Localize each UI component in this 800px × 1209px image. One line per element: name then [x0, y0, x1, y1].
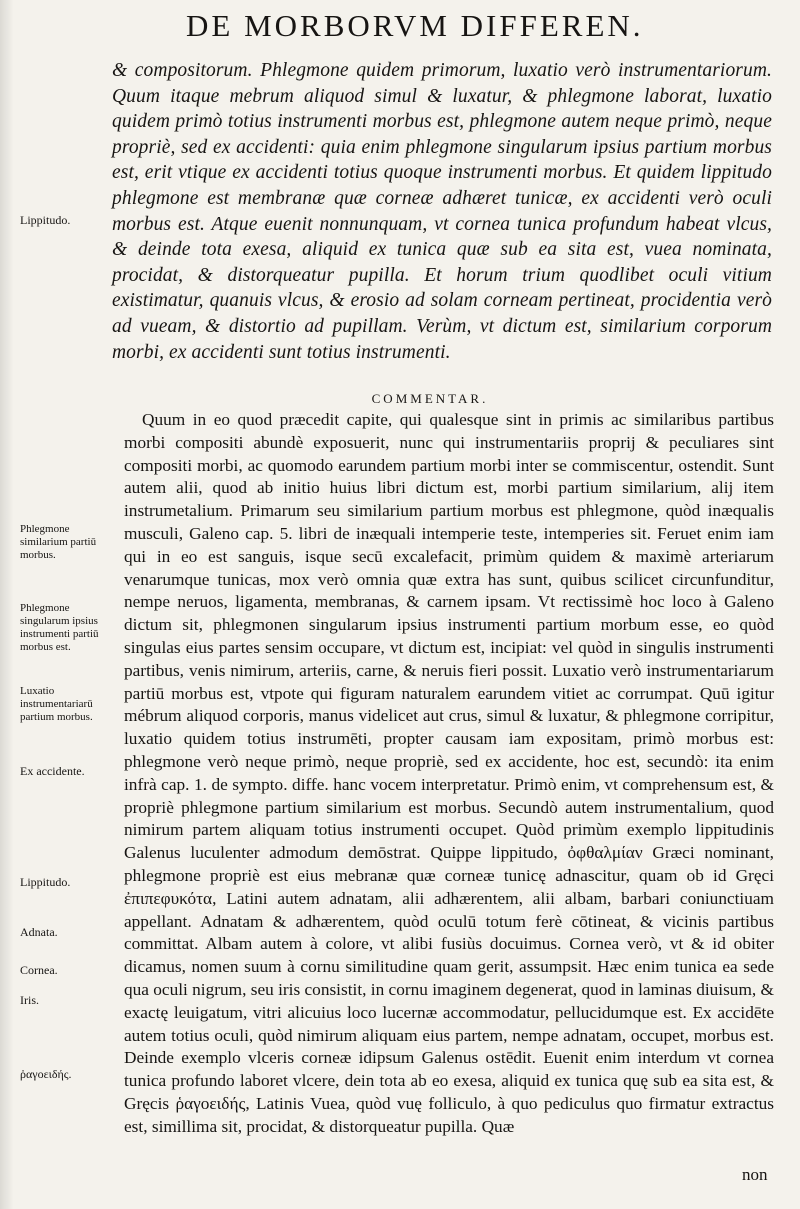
- margin-note-lippitudo-2: Lippitudo.: [20, 875, 71, 889]
- margin-note-phlegmone-similarium: Phlegmone similarium partiū morbus.: [20, 523, 97, 561]
- main-text-italic: & compositorum. Phlegmone quidem primorum, luxatio verò instrumentariorum. Quum itaque mebrum aliquod simul & luxatur, & phlegmone laborat, luxatio quidem primò totius instrumenti morbus est, phlegmone autem neque primò, neque propriè, sed ex accidenti: quia enim phlegmone singularum ipsius partium morbus est, erit vtique ex accidenti totius quoque instrumenti morbus. Et quidem lippitudo phlegmone est membranæ quæ corneæ adhæret tunicæ, ex accidenti verò oculi morbus est. Atque euenit nonnunquam, vt cornea tunica profundum habeat vlcus, & deinde tota exesa, aliquid ex tunica quæ sub ea sita est, vuea nominata, procidat, & distorqueatur pupilla. Et horum trium quodlibet oculi vitium existimatur, quanuis vlcus, & erosio ad solam corneam pertineat, procidentia verò ad vueam, & distortio ad pupillam. Verùm, vt dictum est, similarium corporum morbi, ex accidenti sunt totius instrumenti.: [112, 60, 772, 363]
- margin-note-cornea: Cornea.: [20, 963, 58, 977]
- catchword: non: [742, 1165, 768, 1184]
- margin-note-ex-accidente: Ex accidente.: [20, 764, 85, 778]
- commentary-text: Quum in eo quod præcedit capite, qui qualesque sint in primis ac similaribus partibus morbi compositi abundè exposuerit, nunc qui instrumentariis proprij & peculiares sint compositi morbi, ac quomodo earundem partium morbi inter se commiscentur, ostendit. Sunt autem alii, quod ab initio huius libri dictum est, morbi partium similarium, alij item instrumetalium. Primarum seu similarium partium morbus est phlegmone, quòd inæqualis musculi, Galeno cap. 5. libri de inæquali intemperie teste, intemperies sit. Feruet enim iam qui in eo est sanguis, isque secū excalefacit, primùm quidem & maximè arteriarum venarumque tunicas, mox verò omnia quæ extra has sunt, quibus scilicet circunfunditur, nempe neruos, ligamenta, membranas, & carnem ipsam. Vt rectissimè hoc loco à Galeno dictum sit, phlegmonen singularum ipsius instrumenti partium morbum esse, eo quòd singulas eius partes sensim occupare, vt dictum est, incipiat: vel quòd in singulis instrumenti partibus, venis nimirum, arteriis, carne, & neruis fieri possit. Luxatio verò instrumentariarum partiū morbus est, vtpote qui figuram naturalem earundem vitiet ac corrumpat. Quū igitur mébrum aliquod corporis, manus videlicet aut crus, simul & luxatur, & phlegmone corripitur, luxatio quidem totius instrumēti, propter causam iam expositam, primò morbus est: phlegmone verò neque primò, neque propriè, sed ex accidente, hoc est, secundò: ita enim infrà cap. 1. de sympto. diffe. hanc vocem interpretatur. Primò enim, vt comprehensum est, & propriè phlegmone partium similarium est morbus. Secundò autem instrumentalium, quod nimirum partem aliquam totius instrumenti occupet. Quòd primùm exemplo lippitudinis Galenus luculenter admodum demōstrat. Quippe lippitudo, ὀφθαλμίαν Græci nominant, phlegmone propriè est eius mebranæ quæ corneæ tunicę adnascitur, quam ob id Gręci ἐπιπεφυκότα, Latini autem adnatam, alii adhærentem, alii albam, barbari coniunctiuam appellant. Adnatam & adhærentem, quòd oculū totum ferè cōtineat, & vicinis partibus committat. Albam autem à colore, vt alibi fusiùs docuimus. Cornea verò, vt & id obiter dicamus, nomen suum à cornu similitudine quam gerit, assumpsit. Hæc enim tunica ea sede qua oculi nigrum, seu iris consistit, in cornu imaginem degenerat, quod in laminas diuisum, & exactę leuigatum, vitri alicuius loco lucernæ accommodatur, pellucidumque est. Ex accidēte autem totius oculi, quòd nimirum aliquam eius partem, nempe adnatam, occupet, morbus est. Deinde exemplo vlceris corneæ idipsum Galenus ostēdit. Euenit enim interdum vt cornea tunica profundo laboret vlcere, dein tota ab eo exesa, aliquid ex tunica quę sub ea sita est, & Gręcis ῥαγοειδής, Latinis Vuea, quòd vuę folliculo, à quo pediculus quo firmatur extractus est, simillima sit, procidat, & distorqueatur pupilla. Quæ: [124, 410, 774, 1136]
- commentary-heading: COMMENTAR.: [371, 391, 489, 406]
- margin-note-lippitudo: Lippitudo.: [20, 213, 71, 227]
- margin-note-luxatio: Luxatio instrumentariarū partium morbus.: [20, 685, 93, 723]
- margin-note-iris: Iris.: [20, 993, 39, 1007]
- running-head: DE MORBORVM DIFFEREN.: [186, 8, 644, 43]
- margin-note-phlegmone-singularum: Phlegmone singularum ipsius instrumenti partiū morbus est.: [20, 602, 99, 653]
- margin-note-greek: ῥαγοειδής.: [20, 1067, 72, 1081]
- page-edge-shadow: [0, 0, 14, 1209]
- margin-note-adnata: Adnata.: [20, 925, 58, 939]
